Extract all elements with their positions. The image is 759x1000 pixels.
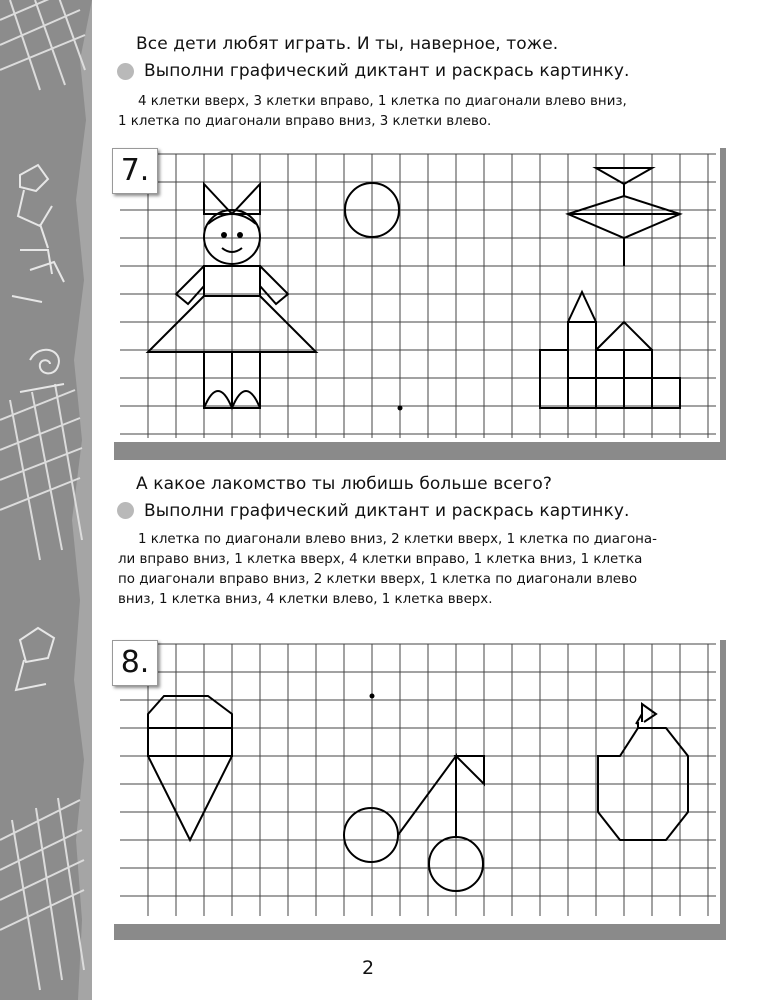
start-dot-8 xyxy=(370,694,375,699)
instructions-line-7a: 4 клетки вверх, 3 клетки вправо, 1 клетка по диагонали влево вниз, xyxy=(138,94,627,109)
task-bullet xyxy=(117,63,134,80)
instructions-line-8d: вниз, 1 клетка вниз, 4 клетки влево, 1 клетка вверх. xyxy=(118,592,493,607)
task-text-7: Выполни графический диктант и раскрась картинку. xyxy=(144,61,630,81)
exercise-number-7: 7. xyxy=(112,148,158,194)
task-bullet xyxy=(117,502,134,519)
start-dot-7 xyxy=(398,406,403,411)
instructions-line-8b: ли вправо вниз, 1 клетка вверх, 4 клетки вправо, 1 клетка вниз, 1 клетка xyxy=(118,552,643,567)
page-number: 2 xyxy=(362,957,375,979)
intro-text-7: Все дети любят играть. И ты, наверное, тоже. xyxy=(136,34,559,54)
decorative-margin-strip xyxy=(0,0,92,1000)
exercise-number-8: 8. xyxy=(112,640,158,686)
grid-panel-7 xyxy=(108,142,728,462)
instructions-line-7b: 1 клетка по диагонали вправо вниз, 3 клетки влево. xyxy=(118,114,492,129)
instructions-line-8a: 1 клетка по диагонали влево вниз, 2 клетки вверх, 1 клетка по диагона- xyxy=(138,532,657,547)
task-text-8: Выполни графический диктант и раскрась картинку. xyxy=(144,501,630,521)
instructions-line-8c: по диагонали вправо вниз, 2 клетки вверх, 1 клетка по диагонали влево xyxy=(118,572,638,587)
intro-text-8: А какое лакомство ты любишь больше всего? xyxy=(136,474,552,494)
grid-panel-8 xyxy=(108,634,728,944)
